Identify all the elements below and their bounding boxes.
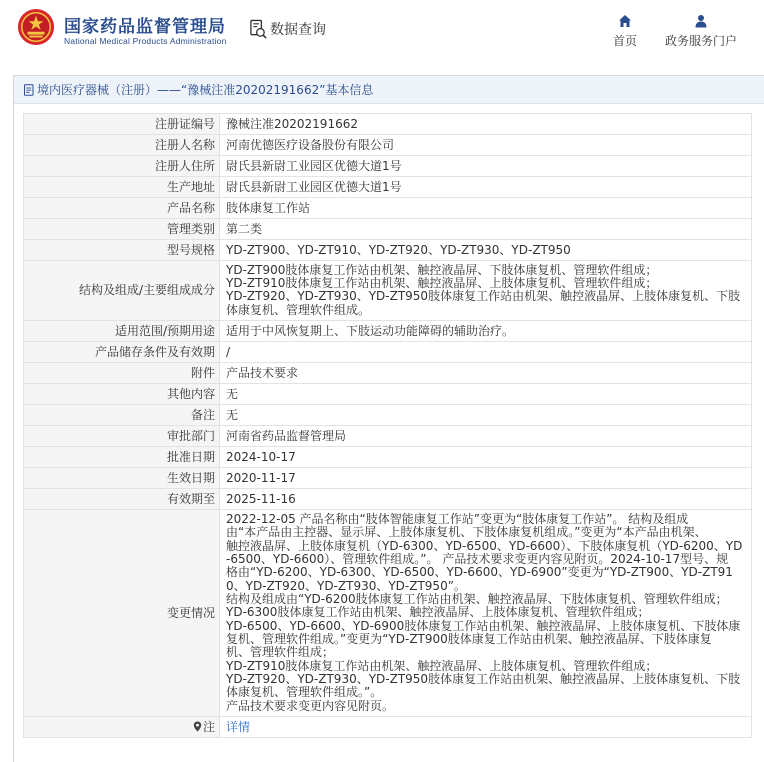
note-label: 注 [202, 719, 215, 734]
field-label: 产品储存条件及有效期 [24, 341, 220, 362]
record-table [23, 113, 752, 738]
data-query-label: 数据查询 [270, 22, 326, 38]
field-value-line: YD-ZT900肢体康复工作站由机架、触控液晶屏、下肢体康复机、管理软件组成； [226, 263, 658, 277]
field-label: 注册证编号 [24, 114, 220, 135]
nav-home-label: 首页 [612, 34, 637, 48]
field-value: 2020-11-17 [220, 467, 752, 488]
field-value: 无 [220, 383, 752, 404]
breadcrumb [14, 76, 764, 104]
field-label: 生产地址 [24, 177, 220, 198]
field-value: 适用于中风恢复期上、下肢运动功能障碍的辅助治疗。 [220, 320, 752, 341]
table-row [24, 114, 752, 135]
table-row [24, 219, 752, 240]
field-value-line: 2022-12-05 产品名称由“肢体智能康复工作站”变更为“肢体康复工作站”。 结构及组成 [226, 511, 689, 526]
field-value-line: YD-6300肢体康复工作站由机架、触控液晶屏、上肢体康复机、管理软件组成； [226, 605, 650, 620]
field-value: YD-ZT900、YD-ZT910、YD-ZT920、YD-ZT930、YD-ZT950 [220, 240, 752, 261]
field-label: 审批部门 [24, 425, 220, 446]
table-row [24, 177, 752, 198]
field-value-line: YD-6500、YD-6600、YD-6900肢体康复工作站由机架、触控液晶屏、上肢体康复机、下肢体康 [226, 618, 741, 633]
field-value [220, 509, 752, 716]
field-label: 注册人住所 [24, 156, 220, 177]
field-label: 生效日期 [24, 467, 220, 488]
site-header [0, 0, 764, 62]
table-row [24, 261, 752, 321]
field-value-line: 由“本产品由主控器、显示屏、上肢体康复机、下肢体康复机组成。”变更为“本产品由机架、 [226, 525, 707, 540]
table-row [24, 198, 752, 219]
field-value-line: YD-ZT920、YD-ZT930、YD-ZT950肢体康复工作站由机架、触控液晶屏、上肢体康复机、下肢 [226, 289, 741, 304]
table-row [24, 156, 752, 177]
field-value-line: 机、管理软件组成； [226, 645, 335, 660]
table-row [24, 467, 752, 488]
field-value: 尉氏县新尉工业园区优德大道1号 [220, 156, 752, 177]
field-label: 注册人名称 [24, 135, 220, 156]
field-value: 无 [220, 404, 752, 425]
nav-portal-button[interactable] [663, 14, 739, 49]
field-value: 第二类 [220, 219, 752, 240]
field-label: 管理类别 [24, 219, 220, 240]
field-value: 2024-10-17 [220, 446, 752, 467]
note-row [24, 716, 752, 737]
site-title: 国家药品监督管理局 [64, 17, 226, 37]
location-pin-icon [193, 721, 202, 732]
field-label: 产品名称 [24, 198, 220, 219]
field-value-line: 产品技术要求变更内容见附页。 [226, 698, 395, 713]
field-value: 尉氏县新尉工业园区优德大道1号 [220, 177, 752, 198]
field-value-line: YD-ZT910肢体康复工作站由机架、触控液晶屏、上肢体康复机、管理软件组成； [226, 276, 658, 291]
nav-home-button[interactable] [611, 14, 639, 49]
field-label: 型号规格 [24, 240, 220, 261]
field-value-line: YD-ZT910肢体康复工作站由机架、触控液晶屏、上肢体康复机、管理软件组成； [226, 658, 658, 673]
table-row [24, 240, 752, 261]
table-row [24, 446, 752, 467]
document-icon [23, 84, 35, 96]
note-label-cell [24, 716, 220, 737]
field-value: / [220, 341, 752, 362]
field-value-line: 结构及组成由“YD-6200肢体康复工作站由机架、触控液晶屏、下肢体康复机、管理软件组成； [226, 591, 728, 606]
table-row [24, 425, 752, 446]
breadcrumb-title: “豫械注准20202191662”基本信息 [181, 83, 374, 97]
field-label: 变更情况 [24, 509, 220, 716]
data-query-link[interactable] [249, 18, 326, 40]
table-row [24, 383, 752, 404]
detail-panel [13, 75, 764, 762]
field-label: 备注 [24, 404, 220, 425]
table-row [24, 404, 752, 425]
note-value [220, 716, 752, 737]
field-value-line: 格由“YD-6200、YD-6300、YD-6500、YD-6600、YD-6900”变更为“YD-ZT900、YD-ZT91 [226, 565, 733, 580]
table-row [24, 341, 752, 362]
site-subtitle: National Medical Products Administration [64, 36, 227, 46]
user-icon [694, 14, 708, 28]
field-value-line: -6500、YD-6600）、管理软件组成。”。 产品技术要求变更内容见附页。2024-10-17型号、规 [226, 551, 729, 566]
table-row [24, 509, 752, 716]
field-label: 其他内容 [24, 383, 220, 404]
field-value-line: 体康复机、管理软件组成。”。 [226, 685, 383, 700]
field-label: 有效期至 [24, 488, 220, 509]
detail-link[interactable]: 详情 [226, 719, 251, 734]
nav-portal-label: 政务服务门户 [664, 34, 737, 48]
table-row [24, 488, 752, 509]
field-value-line: YD-ZT920、YD-ZT930、YD-ZT950肢体康复工作站由机架、触控液晶屏、上肢体康复机、下肢 [226, 671, 741, 686]
field-value [220, 261, 752, 321]
field-label: 附件 [24, 362, 220, 383]
breadcrumb-separator: —— [157, 82, 182, 97]
home-icon [618, 14, 632, 28]
field-value: 肢体康复工作站 [220, 198, 752, 219]
field-value: 豫械注准20202191662 [220, 114, 752, 135]
table-row [24, 362, 752, 383]
field-value-line: 触控液晶屏、上肢体康复机（YD-6300、YD-6500、YD-6600）、下肢体康复机（YD-6200、YD [226, 538, 743, 553]
table-row [24, 320, 752, 341]
national-emblem-logo[interactable] [17, 8, 55, 46]
field-value-line: 体康复机、管理软件组成。 [226, 302, 371, 317]
table-row [24, 135, 752, 156]
field-value-line: 0、YD-ZT920、YD-ZT930、YD-ZT950”。 [226, 578, 466, 593]
data-query-icon [249, 19, 268, 40]
field-value: 河南优德医疗设备股份有限公司 [220, 135, 752, 156]
field-value: 2025-11-16 [220, 488, 752, 509]
field-value: 产品技术要求 [220, 362, 752, 383]
field-label: 批准日期 [24, 446, 220, 467]
breadcrumb-category-link[interactable]: 境内医疗器械（注册） [37, 83, 158, 97]
field-label: 适用范围/预期用途 [24, 320, 220, 341]
field-label: 结构及组成/主要组成成分 [24, 261, 220, 321]
field-value-line: 复机、管理软件组成。”变更为“YD-ZT900肢体康复工作站由机架、触控液晶屏、下肢体康复 [226, 631, 712, 646]
field-value: 河南省药品监督管理局 [220, 425, 752, 446]
